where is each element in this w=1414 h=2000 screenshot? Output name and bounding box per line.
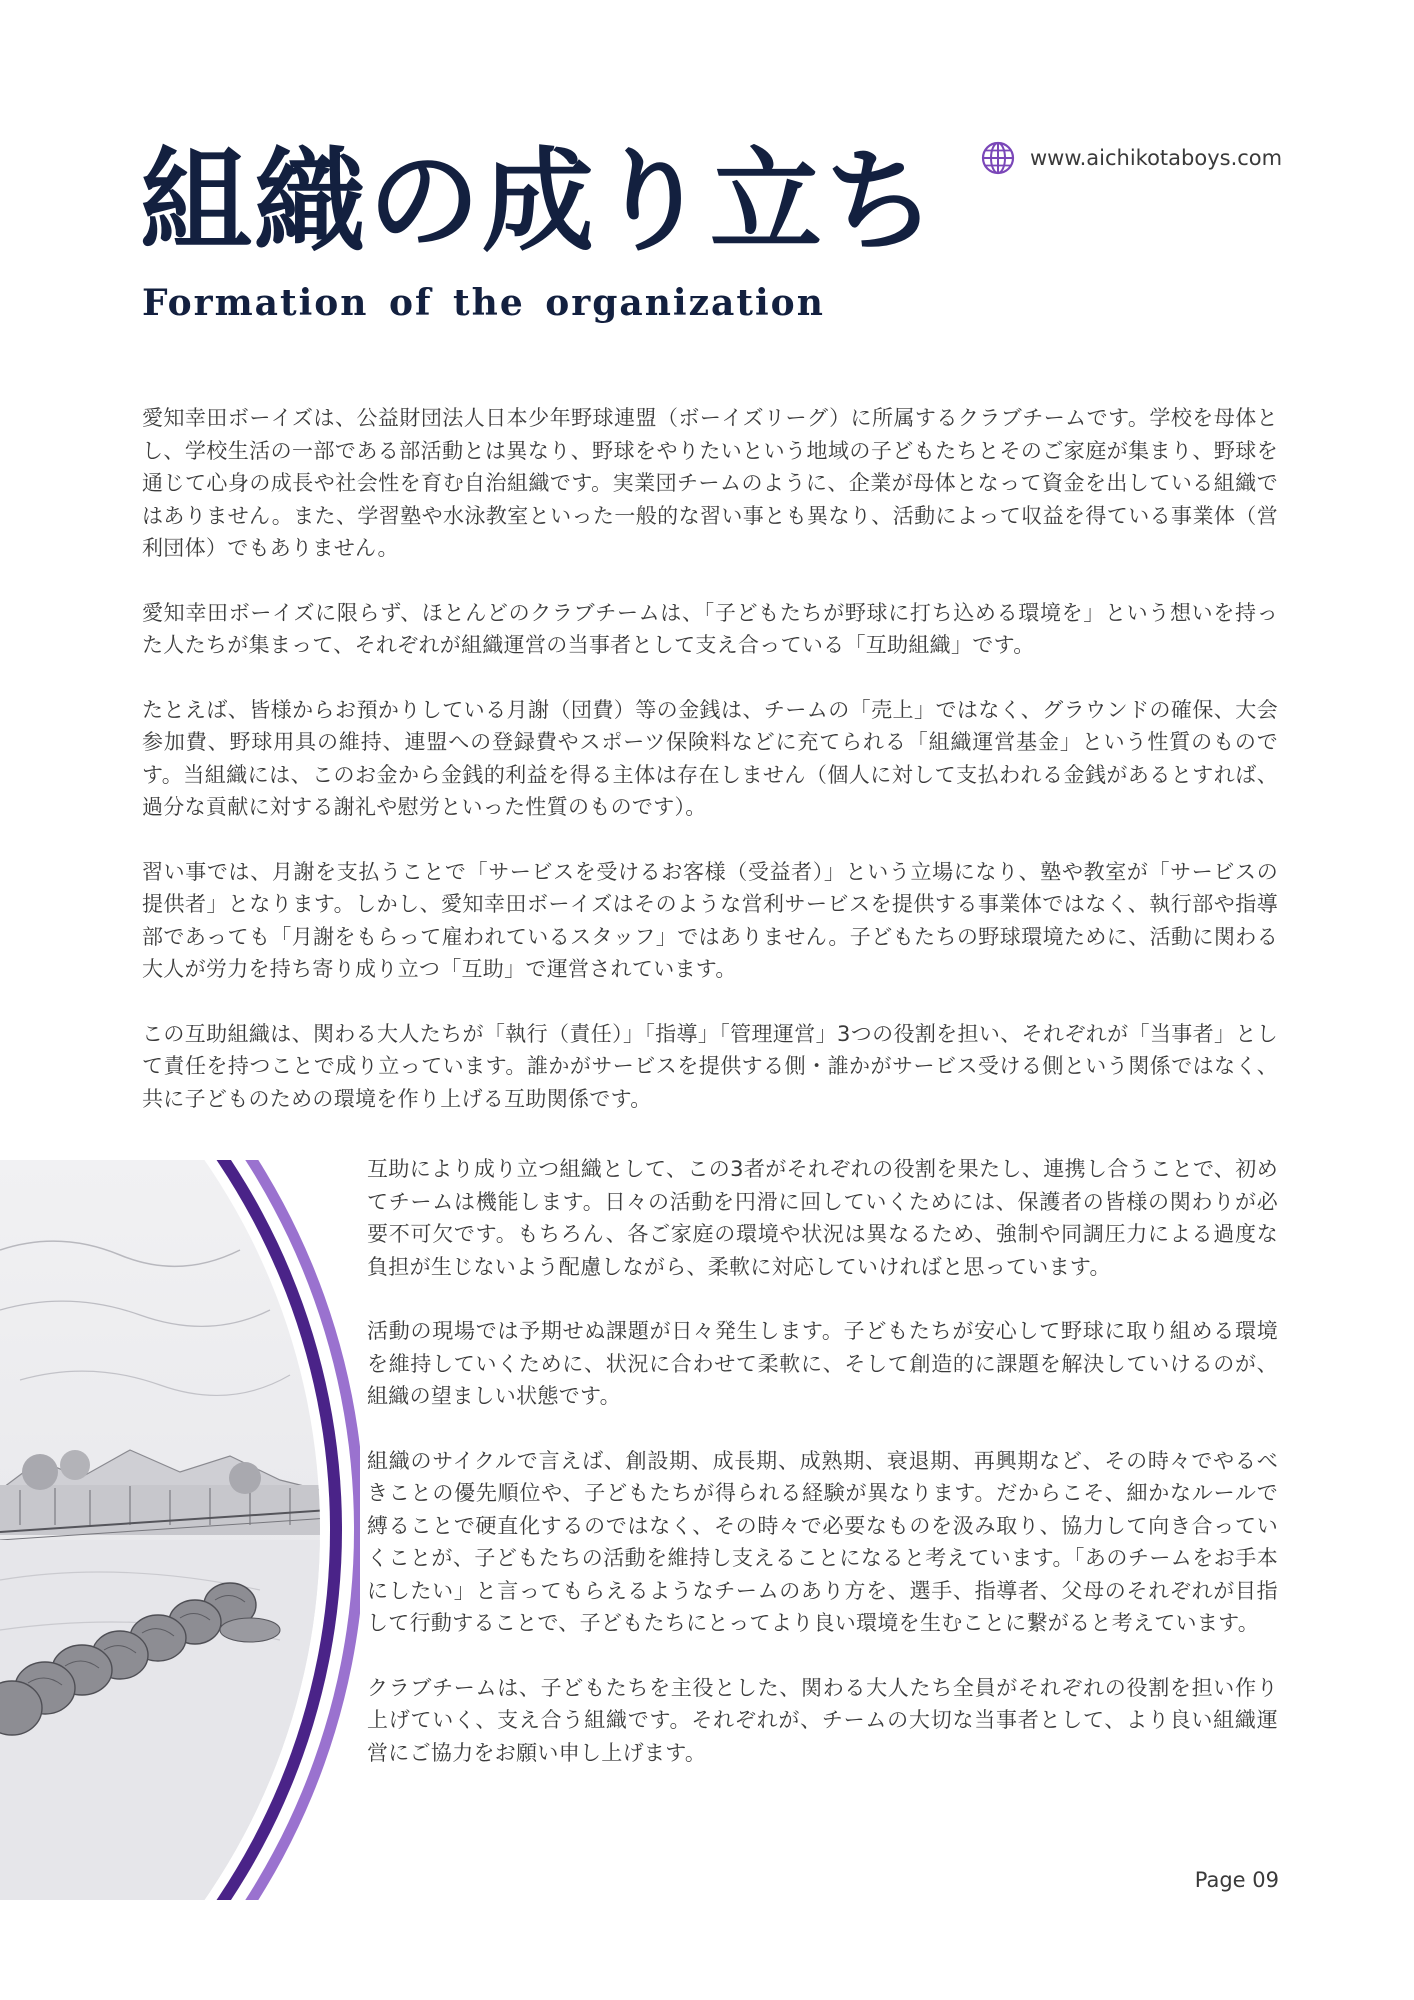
paragraph: 愛知幸田ボーイズは、公益財団法人日本少年野球連盟（ボーイズリーグ）に所属するクラブチームです。学校を母体とし、学校生活の一部である部活動とは異なり、野球をやりたいという地域の子どもたちとそのご家庭が集まり、野球を通じて心身の成長や社会性を育む自治組織です。実業団チームのように、企業が母体となって資金を出している組織ではありません。また、学習塾や水泳教室といった一般的な習い事とも異なり、活動によって収益を得ている事業体（営利団体）でもありません。 <box>142 406 1278 560</box>
paragraph: クラブチームは、子どもたちを主役とした、関わる大人たち全員がそれぞれの役割を担い作り上げていく、支え合う組織です。それぞれが、チームの大切な当事者として、より良い組織運営にご協力をお願い申し上げます。 <box>367 1675 1278 1765</box>
paragraph: 活動の現場では予期せぬ課題が日々発生します。子どもたちが安心して野球に取り組める環境を維持していくために、状況に合わせて柔軟に、そして創造的に課題を解決していけるのが、組織の望ましい状態です。 <box>367 1319 1278 1408</box>
paragraph: 組織のサイクルで言えば、創設期、成長期、成熟期、衰退期、再興期など、その時々でやるべきことの優先順位や、子どもたちが得られる経験が異なります。だからこそ、細かなルールで縛ることで硬直化するのではなく、その時々で必要なものを汲み取り、協力して向き合っていくことが、子どもたちの活動を維持し支えることになると考えています。「あのチームをお手本にしたい」と言ってもらえるようなチームのあり方を、選手、指導者、父母のそれぞれが目指して行動することで、子どもたちにとってより良い環境を生むことに繋がると考えています。 <box>367 1448 1278 1635</box>
paragraph: たとえば、皆様からお預かりしている月謝（団費）等の金銭は、チームの「売上」ではなく、グラウンドの確保、大会参加費、野球用具の維持、連盟への登録費やスポーツ保険料などに充てられる「組織運営基金」という性質のものです。当組織には、このお金から金銭的利益を得る主体は存在しません（個人に対して支払われる金銭があるとすれば、過分な貢献に対する謝礼や慰労といった性質のものです）。 <box>142 697 1278 819</box>
globe-icon <box>980 140 1016 176</box>
paragraph: 愛知幸田ボーイズに限らず、ほとんどのクラブチームは、「子どもたちが野球に打ち込める環境を」という想いを持った人たちが集まって、それぞれが組織運営の当事者として支え合っている「互助組織」です。 <box>142 600 1278 657</box>
baseball-field-sketch-icon <box>0 1160 360 1900</box>
page-title: 組織の成り立ち <box>140 136 938 267</box>
paragraph: 互助により成り立つ組織として、この3者がそれぞれの役割を果たし、連携し合うことで、初めてチームは機能します。日々の活動を円滑に回していくためには、保護者の皆様の関わりが必要不可欠です。もちろん、各ご家庭の環境や状況は異なるため、強制や同調圧力による過度な負担が生じないよう配慮しながら、柔軟に対応していければと思っています。 <box>367 1157 1278 1279</box>
paragraph: 習い事では、月謝を支払うことで「サービスを受けるお客様（受益者）」という立場になり、塾や教室が「サービスの提供者」となります。しかし、愛知幸田ボーイズはそのような営利サービスを提供する事業体ではなく、執行部や指導部であっても「月謝をもらって雇われているスタッフ」ではありません。子どもたちの野球環境ために、活動に関わる大人が労力を持ち寄り成り立つ「互助」で運営されています。 <box>142 859 1278 981</box>
detail-text <box>367 1153 1278 1801</box>
paragraph: この互助組織は、関わる大人たちが「執行（責任）」「指導」「管理運営」3つの役割を担い、それぞれが「当事者」として責任を持つことで成り立っています。誰かがサービスを提供する側・誰かがサービス受ける側という関係ではなく、共に子どものための環境を作り上げる互助関係です。 <box>142 1021 1278 1111</box>
page-number: Page 09 <box>1194 1868 1279 1892</box>
website-link[interactable] <box>980 140 1282 176</box>
page-subtitle: Formation of the organization <box>142 282 825 324</box>
website-url[interactable]: www.aichikotaboys.com <box>1030 146 1283 170</box>
intro-text <box>142 402 1278 1147</box>
